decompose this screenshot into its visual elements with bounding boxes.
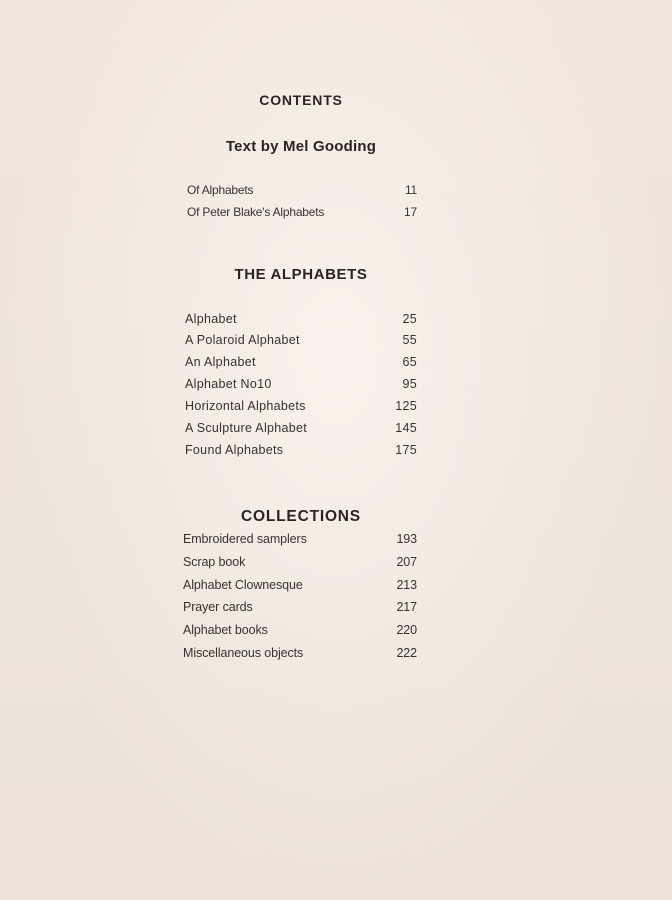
toc-entry-title: Prayer cards [183,600,253,614]
toc-entry-title: Miscellaneous objects [183,646,304,660]
toc-entry-title: Of Peter Blake's Alphabets [187,205,325,219]
toc-entry-title: Of Alphabets [187,183,254,197]
toc-entry [183,600,417,620]
toc-entry-page: 145 [395,421,417,435]
toc-entry-page: 193 [396,532,417,546]
toc-entry-title: A Sculpture Alphabet [185,421,308,435]
toc-entry-page: 55 [402,333,417,347]
toc-entry-title: Alphabet No10 [185,377,272,391]
toc-entry [183,646,417,666]
toc-entry [187,183,417,203]
toc-entry-title: A Polaroid Alphabet [185,333,300,347]
toc-entry [185,399,417,419]
toc-entry [183,532,417,552]
toc-entry-title: Scrap book [183,555,246,569]
toc-entry-page: 25 [402,312,417,326]
toc-entry [185,443,417,463]
toc-entry-page: 65 [402,355,417,369]
toc-entry [185,355,417,375]
toc-entry-title: Alphabet books [183,623,268,637]
toc-entry-title: An Alphabet [185,355,256,369]
toc-entry-page: 17 [404,205,417,219]
toc-entry [185,421,417,441]
contents-heading: CONTENTS [259,92,343,108]
toc-entry-page: 207 [396,555,417,569]
toc-entry-page: 11 [404,183,417,197]
toc-entry-page: 125 [395,399,417,413]
toc-entry-title: Alphabet [185,312,237,326]
toc-entry [183,578,417,598]
toc-entry [183,555,417,575]
toc-entry-page: 175 [395,443,417,457]
toc-entry [185,333,417,353]
toc-entry-page: 213 [396,578,417,592]
toc-entry [185,377,417,397]
text-section-heading: Text by Mel Gooding [225,138,377,155]
toc-entry-title: Alphabet Clownesque [183,578,303,592]
toc-entry-title: Embroidered samplers [183,532,307,546]
collections-section-heading: COLLECTIONS [241,508,361,525]
toc-entry-page: 95 [402,377,417,391]
toc-entry-title: Horizontal Alphabets [185,399,306,413]
alphabets-section-heading: THE ALPHABETS [234,266,368,283]
toc-entry-page: 220 [396,623,417,637]
toc-entry-title: Found Alphabets [185,443,284,457]
toc-entry [187,205,417,225]
toc-entry-page: 222 [396,646,417,660]
toc-entry-page: 217 [396,600,417,614]
toc-entry [185,312,417,332]
toc-entry [183,623,417,643]
